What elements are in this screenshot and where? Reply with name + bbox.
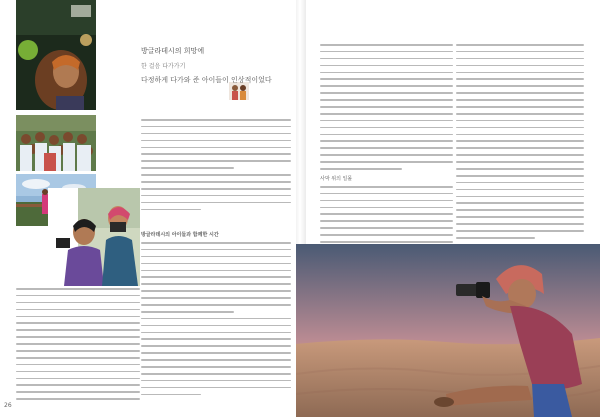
section-heading: 방글라데시의 아이들과 함께한 시간 (141, 232, 219, 238)
page-number: 26 (4, 402, 12, 409)
body-text-column (141, 119, 291, 215)
article-title-block (141, 46, 296, 85)
body-text-column (16, 288, 140, 405)
photo-two-women-selfie (48, 188, 140, 286)
article-subtitle: 한 걸음 다가가기 (141, 63, 186, 70)
section-heading: 사막 위의 일몰 (320, 175, 353, 182)
body-text-column (141, 230, 291, 400)
body-text-column (320, 44, 453, 255)
photo-school-children-group (16, 115, 96, 171)
photo-woman-at-market-night (16, 0, 96, 110)
article-title: 방글라데시의 희망에 (141, 47, 205, 55)
body-text-column (456, 44, 584, 263)
photo-photographer-in-desert (296, 244, 600, 417)
article-quote: 다정하게 다가와 준 아이들이 인상적이었다 (141, 76, 272, 84)
